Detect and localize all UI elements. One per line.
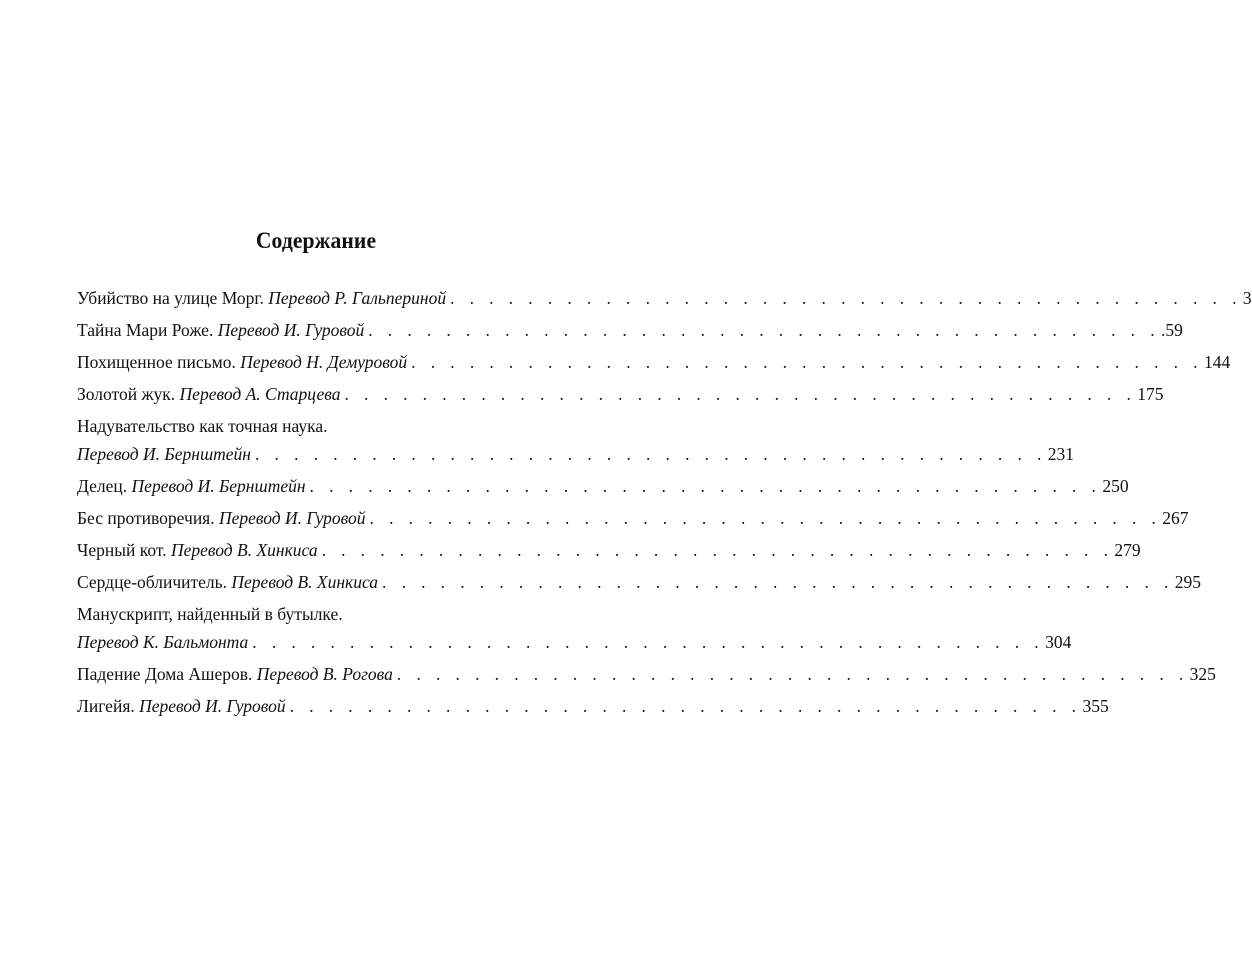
entry-page-number: 267 (1162, 508, 1189, 528)
dot-leader: . . . . . . . . . . . . . . . . . . . . . . . . . . . . . . . . . . . . . . . . . (382, 572, 1174, 592)
dot-leader: . . . . . . . . . . . . . . . . . . . . . . . . . . . . . . . . . . . . . . . . . (321, 540, 1114, 560)
entry-page-number: 175 (1137, 384, 1164, 404)
entry-title: Делец. (77, 476, 128, 496)
dot-leader: . . . . . . . . . . . . . . . . . . . . . . . . . . . . . . . . . . . . . . . . . (309, 476, 1102, 496)
entry-page-number: 295 (1174, 572, 1202, 592)
entry-translator: Перевод И. Бернштейн (131, 476, 306, 496)
dot-leader: . . . . . . . . . . . . . . . . . . . . . . . . . . . . . . . . . . . . . . . . . (289, 696, 1082, 716)
entry-title: Сердце-обличитель. (77, 572, 228, 592)
entry-page-number: .59 (1161, 320, 1183, 340)
entry-title: Бес противоречия. (77, 508, 215, 528)
entry-title: Манускрипт, найденный в бутылке. (77, 604, 343, 624)
entry-title: Убийство на улице Морг. (77, 288, 264, 308)
toc-entry (77, 412, 1075, 468)
entry-page-number: 304 (1045, 632, 1072, 652)
entry-page-number: 250 (1102, 476, 1129, 496)
dot-leader: . . . . . . . . . . . . . . . . . . . . . . . . . . . . . . . . . . . . . . . . . (255, 444, 1047, 464)
toc-entry (77, 504, 1189, 532)
entry-title: Похищенное письмо. (77, 352, 236, 372)
dot-leader: . . . . . . . . . . . . . . . . . . . . . . . . . . . . . . . . . . . . . . . . . (411, 352, 1203, 372)
entry-translator: Перевод В. Рогова (256, 664, 393, 684)
toc-entry (77, 316, 1183, 344)
table-of-contents (77, 284, 1252, 724)
entry-translator: Перевод И. Гуровой (139, 696, 286, 716)
entry-translator: Перевод И. Гуровой (218, 508, 366, 528)
toc-entry (77, 660, 1216, 688)
entry-translator: Перевод И. Гуровой (217, 320, 365, 340)
entry-translator: Перевод А. Старцева (179, 384, 341, 404)
entry-page-number: 231 (1047, 444, 1075, 464)
entry-page-number: 355 (1082, 696, 1109, 716)
entry-translator: Перевод В. Хинкиса (170, 540, 318, 560)
dot-leader: . . . . . . . . . . . . . . . . . . . . . . . . . . . . . . . . . . . . . . . . . (369, 508, 1162, 528)
entry-translator: Перевод Н. Демуровой (240, 352, 408, 372)
toc-entry (77, 600, 1072, 656)
entry-title: Надувательство как точная наука. (77, 416, 328, 436)
entry-page-number: 3 (1242, 288, 1252, 308)
toc-entry (77, 692, 1109, 720)
toc-heading: Содержание (255, 228, 377, 253)
entry-title: Черный кот. (77, 540, 167, 560)
entry-translator: Перевод И. Бернштейн (77, 444, 251, 464)
entry-translator: Перевод К. Бальмонта (77, 632, 249, 652)
entry-page-number: 279 (1114, 540, 1141, 560)
entry-title: Золотой жук. (77, 384, 176, 404)
entry-title: Падение Дома Ашеров. (77, 664, 253, 684)
toc-entry (77, 568, 1202, 596)
dot-leader: . . . . . . . . . . . . . . . . . . . . . . . . . . . . . . . . . . . . . . . . . (252, 632, 1045, 652)
toc-entry (77, 472, 1129, 500)
toc-entry (77, 536, 1141, 564)
dot-leader: . . . . . . . . . . . . . . . . . . . . . . . . . . . . . . . . . . . . . . . . . (344, 384, 1137, 404)
dot-leader: . . . . . . . . . . . . . . . . . . . . . . . . . . . . . . . . . . . . . . . . . (450, 288, 1242, 308)
dot-leader: . . . . . . . . . . . . . . . . . . . . . . . . . . . . . . . . . . . . . . . . . (396, 664, 1189, 684)
dot-leader: . . . . . . . . . . . . . . . . . . . . . . . . . . . . . . . . . . . . . . . . . (368, 320, 1161, 340)
toc-entry (77, 284, 1252, 312)
toc-entry (77, 380, 1164, 408)
entry-title: Тайна Мари Роже. (77, 320, 214, 340)
entry-page-number: 325 (1189, 664, 1216, 684)
entry-title: Лигейя. (77, 696, 135, 716)
entry-translator: Перевод В. Хинкиса (231, 572, 379, 592)
entry-translator: Перевод Р. Гальпериной (268, 288, 447, 308)
entry-page-number: 144 (1203, 352, 1231, 372)
toc-entry (77, 348, 1231, 376)
